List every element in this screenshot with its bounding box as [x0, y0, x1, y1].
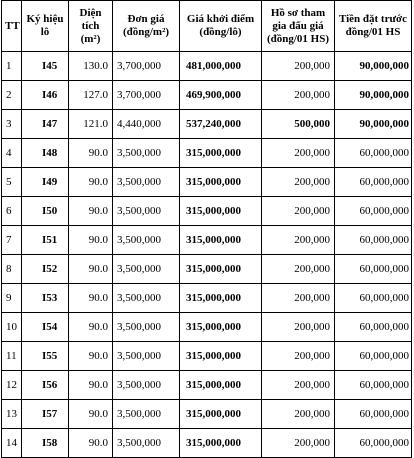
cell-tt: 13 — [2, 400, 22, 429]
header-starting-price: Giá khởi điểm (đồng/lô) — [180, 1, 262, 52]
cell-unit-price: 3,500,000 — [113, 197, 180, 226]
cell-tt: 8 — [2, 255, 22, 284]
cell-dossier-fee: 200,000 — [262, 81, 335, 110]
header-tt: TT — [2, 1, 22, 52]
cell-area: 130.0 — [69, 52, 113, 81]
table-row — [2, 255, 412, 284]
cell-lot-code: I56 — [22, 371, 69, 400]
cell-area: 90.0 — [69, 197, 113, 226]
table-row — [2, 313, 412, 342]
cell-unit-price: 3,700,000 — [113, 52, 180, 81]
cell-lot-code: I57 — [22, 400, 69, 429]
cell-area: 90.0 — [69, 429, 113, 458]
table-row — [2, 197, 412, 226]
cell-starting-price: 315,000,000 — [180, 139, 262, 168]
cell-lot-code: I51 — [22, 226, 69, 255]
cell-dossier-fee: 200,000 — [262, 371, 335, 400]
cell-dossier-fee: 200,000 — [262, 255, 335, 284]
header-unit-price: Đơn giá (đồng/m²) — [113, 1, 180, 52]
table-row — [2, 284, 412, 313]
cell-tt: 10 — [2, 313, 22, 342]
cell-unit-price: 3,500,000 — [113, 139, 180, 168]
table-row — [2, 110, 412, 139]
table-row — [2, 226, 412, 255]
table-row — [2, 371, 412, 400]
cell-lot-code: I49 — [22, 168, 69, 197]
cell-deposit: 60,000,000 — [335, 168, 412, 197]
cell-lot-code: I52 — [22, 255, 69, 284]
cell-lot-code: I46 — [22, 81, 69, 110]
cell-lot-code: I55 — [22, 342, 69, 371]
auction-lot-table — [1, 0, 412, 458]
cell-unit-price: 4,440,000 — [113, 110, 180, 139]
table-row — [2, 429, 412, 458]
table-row — [2, 168, 412, 197]
cell-unit-price: 3,500,000 — [113, 226, 180, 255]
cell-unit-price: 3,700,000 — [113, 81, 180, 110]
cell-tt: 12 — [2, 371, 22, 400]
cell-lot-code: I53 — [22, 284, 69, 313]
cell-deposit: 60,000,000 — [335, 284, 412, 313]
cell-deposit: 60,000,000 — [335, 313, 412, 342]
cell-starting-price: 315,000,000 — [180, 284, 262, 313]
cell-tt: 11 — [2, 342, 22, 371]
cell-area: 90.0 — [69, 400, 113, 429]
header-lot-code: Ký hiệu lô — [22, 1, 69, 52]
cell-lot-code: I47 — [22, 110, 69, 139]
cell-lot-code: I48 — [22, 139, 69, 168]
cell-starting-price: 315,000,000 — [180, 313, 262, 342]
cell-tt: 7 — [2, 226, 22, 255]
cell-area: 90.0 — [69, 342, 113, 371]
header-deposit: Tiền đặt trước đồng/01 HS — [335, 1, 412, 52]
cell-area: 90.0 — [69, 255, 113, 284]
cell-dossier-fee: 500,000 — [262, 110, 335, 139]
cell-deposit: 60,000,000 — [335, 400, 412, 429]
cell-deposit: 60,000,000 — [335, 342, 412, 371]
cell-tt: 3 — [2, 110, 22, 139]
cell-area: 90.0 — [69, 284, 113, 313]
cell-deposit: 60,000,000 — [335, 429, 412, 458]
cell-starting-price: 315,000,000 — [180, 342, 262, 371]
cell-unit-price: 3,500,000 — [113, 400, 180, 429]
header-row — [2, 1, 412, 52]
table-row — [2, 400, 412, 429]
cell-tt: 6 — [2, 197, 22, 226]
cell-tt: 2 — [2, 81, 22, 110]
cell-dossier-fee: 200,000 — [262, 429, 335, 458]
cell-lot-code: I50 — [22, 197, 69, 226]
cell-unit-price: 3,500,000 — [113, 313, 180, 342]
cell-starting-price: 315,000,000 — [180, 371, 262, 400]
cell-starting-price: 469,900,000 — [180, 81, 262, 110]
cell-dossier-fee: 200,000 — [262, 313, 335, 342]
cell-deposit: 90,000,000 — [335, 110, 412, 139]
cell-starting-price: 315,000,000 — [180, 197, 262, 226]
cell-starting-price: 315,000,000 — [180, 400, 262, 429]
cell-area: 90.0 — [69, 168, 113, 197]
cell-area: 90.0 — [69, 313, 113, 342]
cell-tt: 9 — [2, 284, 22, 313]
cell-deposit: 60,000,000 — [335, 371, 412, 400]
table-row — [2, 342, 412, 371]
cell-dossier-fee: 200,000 — [262, 342, 335, 371]
cell-deposit: 90,000,000 — [335, 81, 412, 110]
cell-dossier-fee: 200,000 — [262, 139, 335, 168]
cell-deposit: 60,000,000 — [335, 226, 412, 255]
cell-tt: 4 — [2, 139, 22, 168]
cell-starting-price: 315,000,000 — [180, 429, 262, 458]
cell-dossier-fee: 200,000 — [262, 52, 335, 81]
cell-tt: 14 — [2, 429, 22, 458]
cell-unit-price: 3,500,000 — [113, 342, 180, 371]
cell-area: 90.0 — [69, 226, 113, 255]
cell-area: 127.0 — [69, 81, 113, 110]
cell-unit-price: 3,500,000 — [113, 168, 180, 197]
cell-starting-price: 315,000,000 — [180, 226, 262, 255]
cell-tt: 5 — [2, 168, 22, 197]
cell-dossier-fee: 200,000 — [262, 284, 335, 313]
cell-tt: 1 — [2, 52, 22, 81]
cell-unit-price: 3,500,000 — [113, 371, 180, 400]
cell-lot-code: I58 — [22, 429, 69, 458]
cell-starting-price: 315,000,000 — [180, 168, 262, 197]
cell-area: 121.0 — [69, 110, 113, 139]
cell-dossier-fee: 200,000 — [262, 168, 335, 197]
cell-deposit: 60,000,000 — [335, 255, 412, 284]
table-row — [2, 52, 412, 81]
cell-dossier-fee: 200,000 — [262, 400, 335, 429]
cell-area: 90.0 — [69, 139, 113, 168]
cell-starting-price: 315,000,000 — [180, 255, 262, 284]
cell-area: 90.0 — [69, 371, 113, 400]
cell-unit-price: 3,500,000 — [113, 255, 180, 284]
cell-starting-price: 537,240,000 — [180, 110, 262, 139]
cell-deposit: 60,000,000 — [335, 197, 412, 226]
cell-lot-code: I45 — [22, 52, 69, 81]
header-area: Diện tích (m²) — [69, 1, 113, 52]
cell-unit-price: 3,500,000 — [113, 284, 180, 313]
cell-unit-price: 3,500,000 — [113, 429, 180, 458]
cell-dossier-fee: 200,000 — [262, 197, 335, 226]
cell-dossier-fee: 200,000 — [262, 226, 335, 255]
cell-deposit: 90,000,000 — [335, 52, 412, 81]
cell-starting-price: 481,000,000 — [180, 52, 262, 81]
table-row — [2, 81, 412, 110]
header-dossier-fee: Hồ sơ tham gia đấu giá (đồng/01 HS) — [262, 1, 335, 52]
cell-deposit: 60,000,000 — [335, 139, 412, 168]
table-row — [2, 139, 412, 168]
cell-lot-code: I54 — [22, 313, 69, 342]
